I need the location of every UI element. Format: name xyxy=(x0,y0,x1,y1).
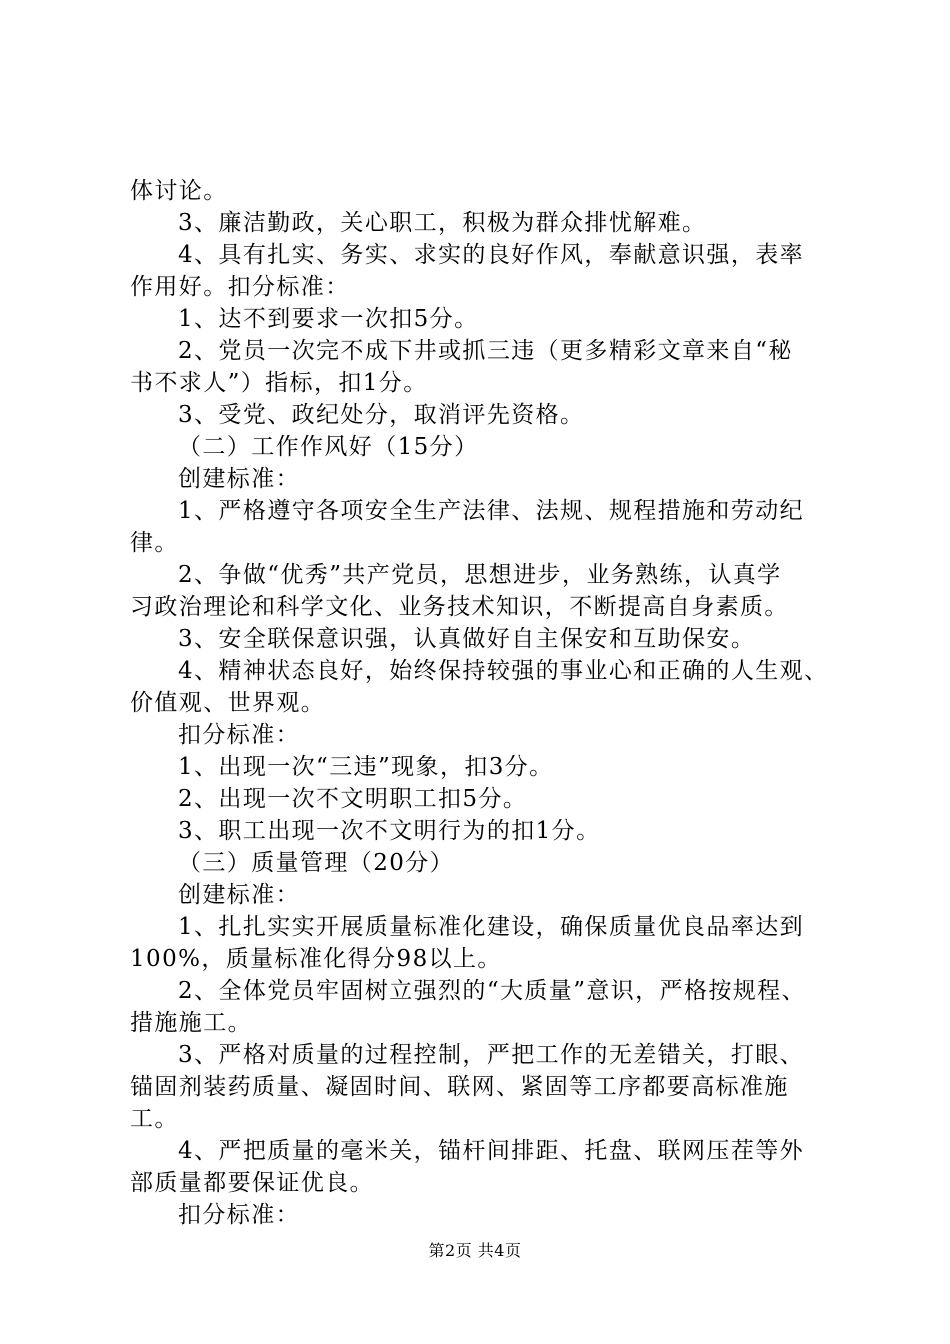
text-line: 3、安全联保意识强，认真做好自主保安和互助保安。 xyxy=(178,626,756,652)
text-line: 1、出现一次“三违”现象，扣3分。 xyxy=(178,754,554,780)
text-line: 2、党员一次完不成下井或抓三违（更多精彩文章来自“秘 xyxy=(178,338,793,364)
text-line: 创建标准： xyxy=(178,466,300,492)
text-line: 措施施工。 xyxy=(130,1010,252,1036)
text-line: 书不求人”）指标，扣1分。 xyxy=(130,370,428,396)
text-line: 1、严格遵守各项安全生产法律、法规、规程措施和劳动纪 xyxy=(178,498,805,524)
text-line: 1、扎扎实实开展质量标准化建设，确保质量优良品率达到 xyxy=(178,914,805,940)
text-line: 4、具有扎实、务实、求实的良好作风，奉献意识强，表率 xyxy=(178,242,805,268)
text-line: 4、精神状态良好，始终保持较强的事业心和正确的人生观、 xyxy=(178,658,829,684)
text-line: 扣分标准： xyxy=(178,722,300,748)
text-line: 部质量都要保证优良。 xyxy=(130,1170,374,1196)
text-line: 2、全体党员牢固树立强烈的“大质量”意识，严格按规程、 xyxy=(178,978,806,1004)
text-line: 律。 xyxy=(130,530,179,556)
text-line: 锚固剂装药质量、凝固时间、联网、紧固等工序都要高标准施 xyxy=(130,1074,789,1100)
text-line: 3、廉洁勤政，关心职工，积极为群众排忧解难。 xyxy=(178,210,707,236)
text-line: 3、严格对质量的过程控制，严把工作的无差错关，打眼、 xyxy=(178,1042,805,1068)
section-heading: （二）工作作风好（15分） xyxy=(178,434,479,460)
text-line: 扣分标准： xyxy=(178,1202,300,1228)
text-line: 2、争做“优秀”共产党员，思想进步，业务熟练，认真学 xyxy=(178,562,782,588)
text-line: 100%，质量标准化得分98以上。 xyxy=(130,946,502,972)
text-line: 创建标准： xyxy=(178,882,300,908)
text-line: 3、受党、政纪处分，取消评先资格。 xyxy=(178,402,585,428)
page-number-footer: 第2页 共4页 xyxy=(428,1241,522,1260)
text-line: 3、职工出现一次不文明行为的扣1分。 xyxy=(178,818,601,844)
text-line: 4、严把质量的毫米关，锚杆间排距、托盘、联网压茬等外 xyxy=(178,1138,805,1164)
text-line: 体讨论。 xyxy=(130,178,228,204)
text-line: 工。 xyxy=(130,1106,179,1132)
text-line: 习政治理论和科学文化、业务技术知识，不断提高自身素质。 xyxy=(130,594,789,620)
text-line: 2、出现一次不文明职工扣5分。 xyxy=(178,786,528,812)
section-heading: （三）质量管理（20分） xyxy=(178,850,455,876)
text-line: 价值观、世界观。 xyxy=(130,690,326,716)
text-line: 1、达不到要求一次扣5分。 xyxy=(178,306,479,332)
text-line: 作用好。扣分标准： xyxy=(130,274,350,300)
